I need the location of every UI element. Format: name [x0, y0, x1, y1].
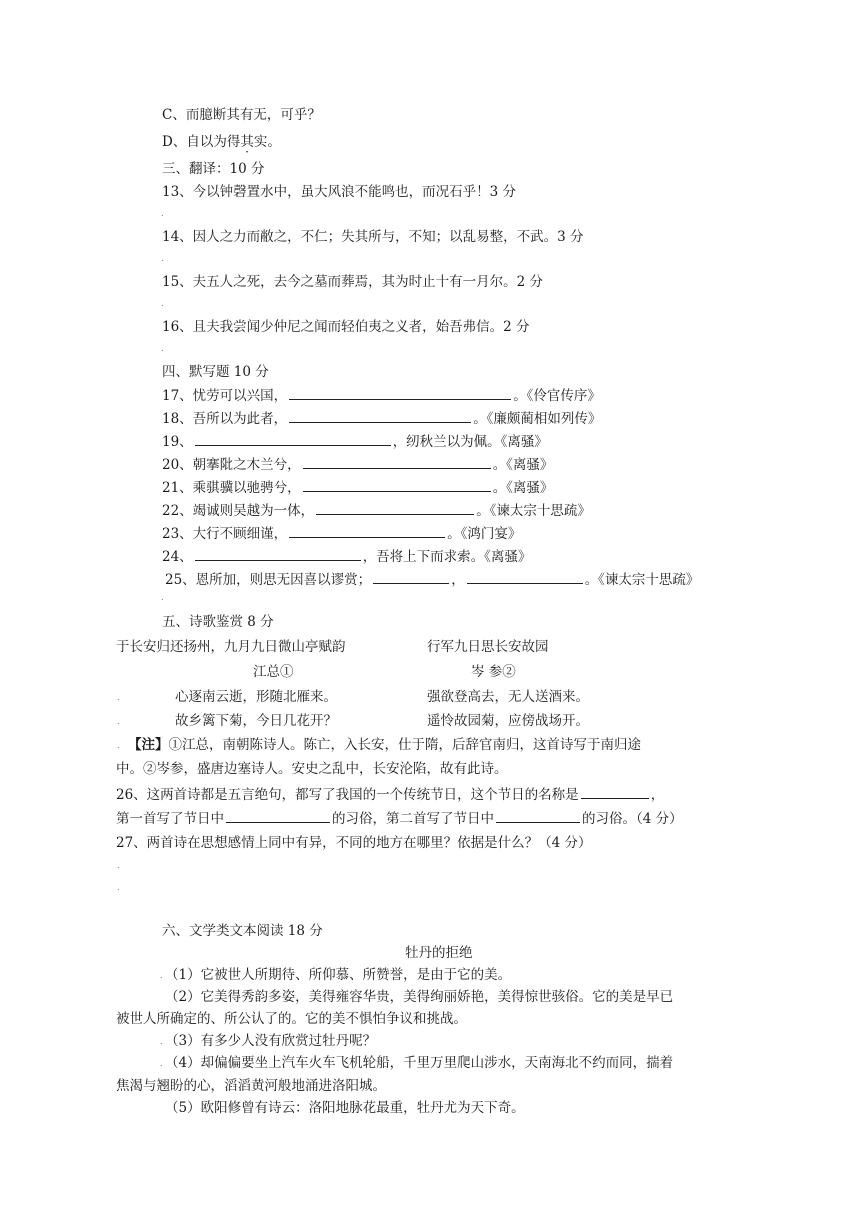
poem2-line1: 强欲登高去，无人送酒来。	[427, 689, 589, 705]
section5-heading: 五、诗歌鉴赏 8 分	[162, 614, 274, 630]
section6-heading: 六、文学类文本阅读 18 分	[162, 923, 323, 939]
paragraph-mark: .	[161, 593, 164, 602]
paragraph-mark: .	[117, 741, 120, 750]
question-16: 16、且夫我尝闻少仲尼之闻而轻伯夷之义者，始吾弗信。2 分	[162, 319, 530, 335]
question-18: 18、吾所以为此者， 。《廉颇蔺相如列传》	[162, 411, 602, 427]
option-d-marked: 得其实	[226, 134, 268, 150]
answer-blank[interactable]	[226, 809, 330, 823]
answer-blank[interactable]	[581, 785, 649, 799]
note-text: ①江总，南朝陈诗人。陈亡，入长安，仕于隋，后辞官南归，这首诗写于南归途	[168, 737, 641, 753]
poem2-line2: 遥怜故园菊，应傍战场开。	[427, 713, 589, 729]
poem1-author: 江总①	[253, 664, 294, 680]
question-20: 20、朝搴阰之木兰兮， 。《离骚》	[162, 457, 554, 473]
paragraph-mark: .	[160, 1037, 163, 1046]
question-24: 24、 ，吾将上下而求索。《离骚》	[162, 549, 532, 565]
paragraph-mark: .	[117, 717, 120, 726]
answer-blank[interactable]	[195, 432, 391, 446]
paragraph-mark: .	[161, 344, 164, 353]
paragraph-mark: .	[161, 209, 164, 218]
answer-blank[interactable]	[289, 386, 511, 400]
answer-blank[interactable]	[195, 547, 361, 561]
passage-p5: （5）欧阳修曾有诗云：洛阳地脉花最重，牡丹尤为天下奇。	[165, 1100, 525, 1116]
answer-blank[interactable]	[289, 409, 471, 423]
poem2-author: 岑 参②	[471, 664, 516, 680]
poem2-title: 行军九日思长安故园	[427, 639, 549, 655]
section4-heading: 四、默写题 10 分	[162, 364, 269, 380]
answer-blank[interactable]	[289, 524, 445, 538]
question-22: 22、竭诚则吴越为一体， 。《谏太宗十思疏》	[162, 503, 591, 519]
passage-p2b: 被世人所确定的、所公认了的。它的美不惧怕争议和挑战。	[116, 1011, 467, 1027]
passage-p3: （3）有多少人没有欣赏过牡丹呢？	[165, 1033, 377, 1049]
answer-blank[interactable]	[303, 478, 491, 492]
paragraph-mark: .	[161, 299, 164, 308]
answer-blank[interactable]	[496, 809, 580, 823]
question-19: 19、 ，纫秋兰以为佩。《离骚》	[162, 434, 548, 450]
paragraph-mark: .	[160, 1059, 163, 1068]
option-d-suffix: 。	[267, 134, 281, 150]
question-13: 13、今以钟磬置水中，虽大风浪不能鸣也，而况石乎！3 分	[162, 184, 517, 200]
answer-blank[interactable]	[316, 501, 474, 515]
note-label: 【注】	[128, 737, 169, 753]
question-27: 27、两首诗在思想感情上同中有异，不同的地方在哪里？依据是什么？（4 分）	[116, 835, 592, 851]
section3-heading: 三、翻译：10 分	[162, 161, 265, 177]
paragraph-mark: .	[161, 254, 164, 263]
paragraph-mark: .	[117, 883, 120, 892]
question-17: 17、忧劳可以兴国， 。《伶官传序》	[162, 388, 601, 404]
poem1-line2: 故乡篱下菊，今日几花开？	[175, 713, 337, 729]
passage-title: 牡丹的拒绝	[405, 945, 473, 961]
option-c: C、而臆断其有无，可乎？	[162, 107, 321, 123]
question-21: 21、乘骐骥以驰骋兮， 。《离骚》	[162, 480, 554, 496]
poem-note-cont: 中。②岑参，盛唐边塞诗人。安史之乱中，长安沦陷，故有此诗。	[116, 761, 508, 777]
answer-blank[interactable]	[373, 570, 449, 584]
answer-blank[interactable]	[303, 455, 491, 469]
question-26: 26、这两首诗都是五言绝句，都写了我国的一个传统节日，这个节日的名称是 ，	[116, 787, 665, 803]
question-23: 23、大行不顾细谨， 。《鸿门宴》	[162, 526, 522, 542]
paragraph-mark: .	[117, 693, 120, 702]
answer-blank[interactable]	[467, 570, 583, 584]
passage-p4b: 焦渴与翘盼的心，滔滔黄河般地涌进洛阳城。	[116, 1078, 386, 1094]
passage-p2a: （2）它美得秀韵多姿，美得雍容华贵，美得绚丽娇艳，美得惊世骇俗。它的美是早已	[165, 989, 674, 1005]
poem-note	[128, 736, 641, 754]
passage-p1: （1）它被世人所期待、所仰慕、所赞誉，是由于它的美。	[165, 967, 512, 983]
option-d-prefix: D、自以为	[162, 134, 227, 150]
question-26-cont: 第一首写了节日中 的习俗，第二首写了节日中 的习俗。（4 分）	[116, 811, 683, 827]
question-15: 15、夫五人之死，去今之墓而葬焉，其为时止十有一月尔。2 分	[162, 274, 544, 290]
question-25: 25、恩所加，则思无因喜以谬赏； ， 。《谏太宗十思疏》	[165, 572, 700, 588]
question-14: 14、因人之力而敝之，不仁；失其所与，不知；以乱易整，不武。3 分	[162, 229, 584, 245]
option-d	[162, 133, 281, 151]
paragraph-mark: .	[160, 971, 163, 980]
passage-p4a: （4）却偏偏要坐上汽车火车飞机轮船，千里万里爬山涉水，天南海北不约而同，揣着	[165, 1055, 674, 1071]
poem1-line1: 心逐南云逝，形随北雁来。	[175, 689, 337, 705]
poem1-title: 于长安归还扬州，九月九日微山亭赋韵	[116, 639, 346, 655]
paragraph-mark: .	[117, 861, 120, 870]
